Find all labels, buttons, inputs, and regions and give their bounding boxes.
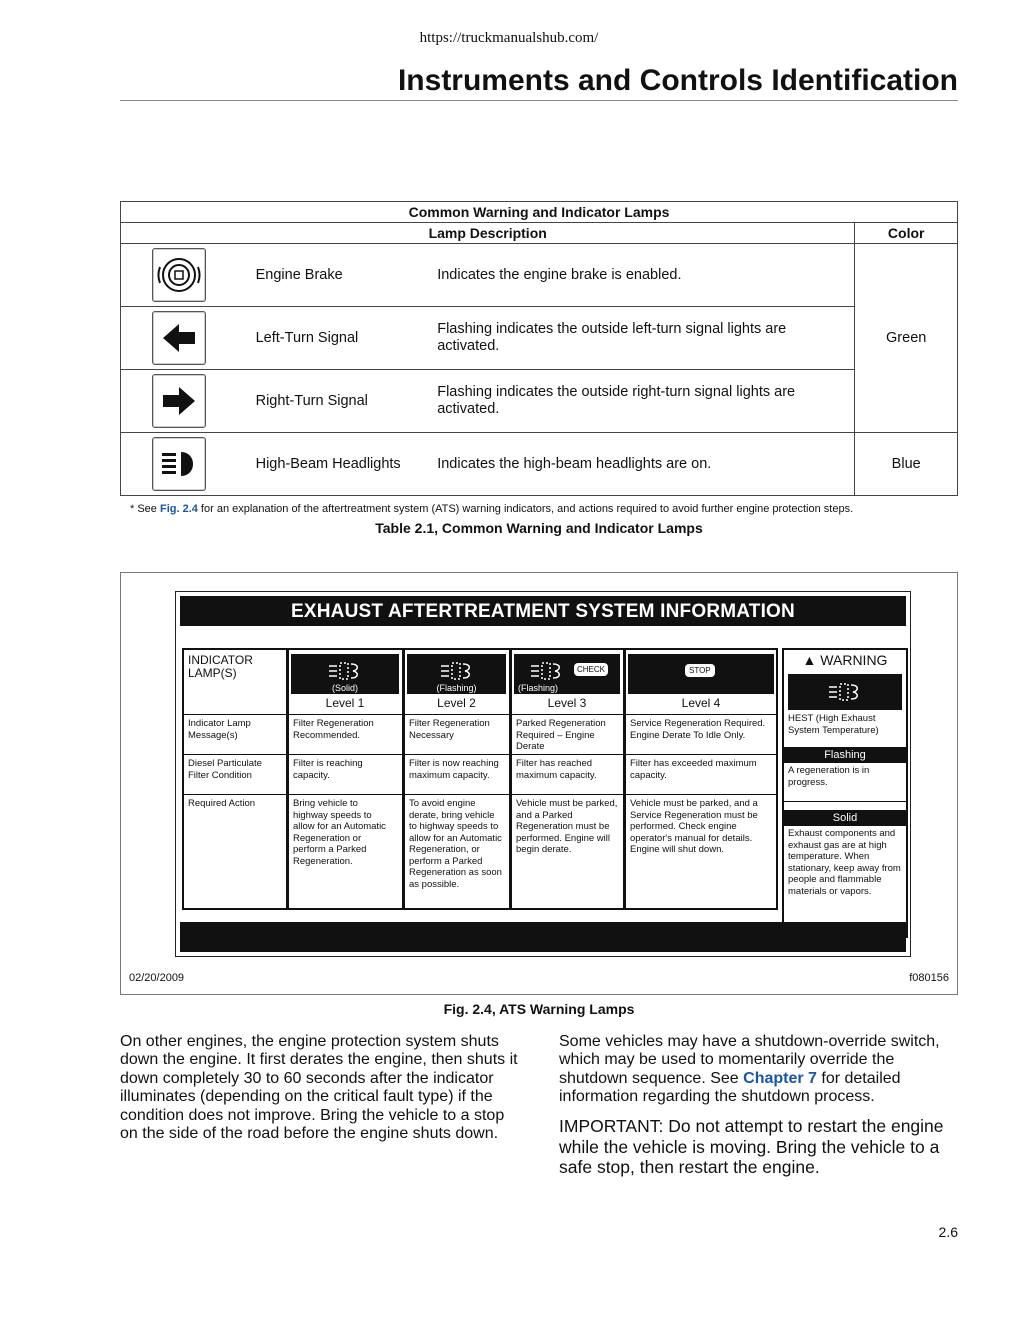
condition-cell: Filter has exceeded maximum capacity. <box>630 758 757 781</box>
level-label: Level 1 <box>325 696 365 710</box>
level-label: Level 2 <box>437 696 476 710</box>
page-header <box>120 62 958 101</box>
footnote-text-rest: for an explanation of the aftertreatment system (ATS) warning indicators, and actions required to avoid further engine protection steps. <box>197 503 854 515</box>
flashing-label: Flashing <box>784 747 906 763</box>
level-state: (Flashing) <box>518 683 559 693</box>
figure-id: f080156 <box>909 972 949 984</box>
right-paragraph <box>559 1033 954 1107</box>
message-cell: Parked Regeneration Required – Engine Derate <box>516 718 606 752</box>
condition-cell: Filter is reaching capacity. <box>293 758 363 781</box>
condition-cell: Filter is now reaching maximum capacity. <box>409 758 499 781</box>
dpf-icon <box>527 658 567 684</box>
lamp-desc: Indicates the engine brake is enabled. <box>437 244 855 307</box>
right-arrow-icon <box>152 374 206 428</box>
message-cell: Filter Regeneration Necessary <box>409 718 490 741</box>
lamp-desc: Indicates the high-beam headlights are on. <box>437 433 855 496</box>
ats-grid <box>182 648 778 910</box>
row-label: Required Action <box>188 798 256 809</box>
hest-lamp <box>788 674 902 710</box>
level4-lamp <box>628 654 774 694</box>
level-label: Level 3 <box>547 696 587 710</box>
fig-2-4-link[interactable]: Fig. 2.4 <box>159 503 198 515</box>
level-state: (Solid) <box>331 683 358 693</box>
solid-text: Exhaust components and exhaust gas are at high temperature. When stationary, keep away from people and flammable materials or vapors. <box>788 828 901 897</box>
lamp-name: Left-Turn Signal <box>237 307 438 370</box>
lamp-desc: Flashing indicates the outside right-turn signal lights are activated. <box>437 370 855 433</box>
warning-title-text: WARNING <box>820 652 888 668</box>
level-state: (Flashing) <box>436 683 477 693</box>
page-number: 2.6 <box>938 1224 958 1240</box>
lamp-name: Right-Turn Signal <box>237 370 438 433</box>
ats-title: EXHAUST AFTERTREATMENT SYSTEM INFORMATION <box>180 596 906 626</box>
check-engine-icon: CHECK <box>574 663 608 676</box>
source-url: https://truckmanualshub.com/ <box>419 30 599 46</box>
flashing-text: A regeneration is in progress. <box>788 765 870 788</box>
lamp-name: Engine Brake <box>237 244 438 307</box>
footnote-text: * See <box>130 503 160 515</box>
lamp-desc: Flashing indicates the outside left-turn signal lights are activated. <box>437 307 855 370</box>
right-para-text: Some vehicles may have a shutdown-override switch, which may be used to momentarily override the shutdown sequence. See <box>559 1033 940 1087</box>
dpf-icon <box>325 658 365 684</box>
table-footnote <box>130 503 853 515</box>
solid-label: Solid <box>784 810 906 826</box>
ats-figure <box>120 572 958 995</box>
warning-title <box>784 652 906 668</box>
table-caption: Table 2.1, Common Warning and Indicator Lamps <box>375 520 703 536</box>
left-paragraph: On other engines, the engine protection system shuts down the engine. It first derates the engine, then shuts it down completely 30 to 60 seconds after the indicator illuminates (depending on the critical fault type) if the condition does not improve. Bring the vehicle to a stop on the side of the road before the engine shuts down. <box>120 1033 518 1143</box>
engine-brake-icon <box>152 248 206 302</box>
left-arrow-icon <box>152 311 206 365</box>
high-beam-icon <box>152 437 206 491</box>
lamp-color-green: Green <box>855 244 958 433</box>
table-row <box>121 244 958 307</box>
level3-lamp <box>514 654 620 694</box>
warning-triangle-icon: ▲ <box>802 652 817 668</box>
dpf-icon <box>437 658 477 684</box>
hest-message: HEST (High Exhaust System Temperature) <box>788 713 879 736</box>
lamp-name: High-Beam Headlights <box>237 433 438 496</box>
hest-icon <box>825 677 865 707</box>
ats-footer-bar <box>180 922 906 952</box>
table-row <box>121 370 958 433</box>
ats-sign <box>175 591 911 957</box>
action-cell: Bring vehicle to highway speeds to allow for an Automatic Regeneration or perform a Parked Regeneration. <box>293 798 386 867</box>
level2-lamp <box>407 654 506 694</box>
action-cell: Vehicle must be parked, and a Service Regeneration must be performed. Check engine operator's manual for details. Engine will shut down. <box>630 798 758 855</box>
right-para-text-rest: for detailed information regarding the shutdown process. <box>559 1069 901 1106</box>
row-label: Diesel Particulate Filter Condition <box>188 758 262 781</box>
table-title: Common Warning and Indicator Lamps <box>121 202 958 223</box>
page-title: Instruments and Controls Identification <box>397 64 958 97</box>
col-color: Color <box>855 223 958 244</box>
row-label: Indicator Lamp Message(s) <box>188 718 251 741</box>
condition-cell: Filter has reached maximum capacity. <box>516 758 597 781</box>
table-row <box>121 307 958 370</box>
message-cell: Filter Regeneration Recommended. <box>293 718 374 741</box>
col-lamp-description: Lamp Description <box>121 223 855 244</box>
stop-engine-icon: STOP <box>685 664 715 677</box>
action-cell: To avoid engine derate, bring vehicle to highway speeds to allow for an Automatic Regeneration, or perform a Parked Regeneration as soon as possible. <box>409 798 502 890</box>
action-cell: Vehicle must be parked, and a Parked Regeneration must be performed. Engine will begin derate. <box>516 798 618 855</box>
level1-lamp <box>291 654 399 694</box>
message-cell: Service Regeneration Required. Engine Derate To Idle Only. <box>630 718 766 741</box>
chapter-7-link[interactable]: Chapter 7 <box>743 1069 817 1087</box>
figure-caption: Fig. 2.4, ATS Warning Lamps <box>443 1001 635 1017</box>
lamps-table <box>120 201 958 496</box>
figure-date: 02/20/2009 <box>129 972 185 984</box>
level-label: Level 4 <box>681 696 721 710</box>
indicator-label: INDICATOR LAMP(S) <box>188 653 253 680</box>
table-row <box>121 433 958 496</box>
lamp-color-blue: Blue <box>855 433 958 496</box>
warning-panel <box>782 648 908 938</box>
important-note: IMPORTANT: Do not attempt to restart the engine while the vehicle is moving. Bring the vehicle to a safe stop, then restart the engine. <box>559 1116 944 1177</box>
